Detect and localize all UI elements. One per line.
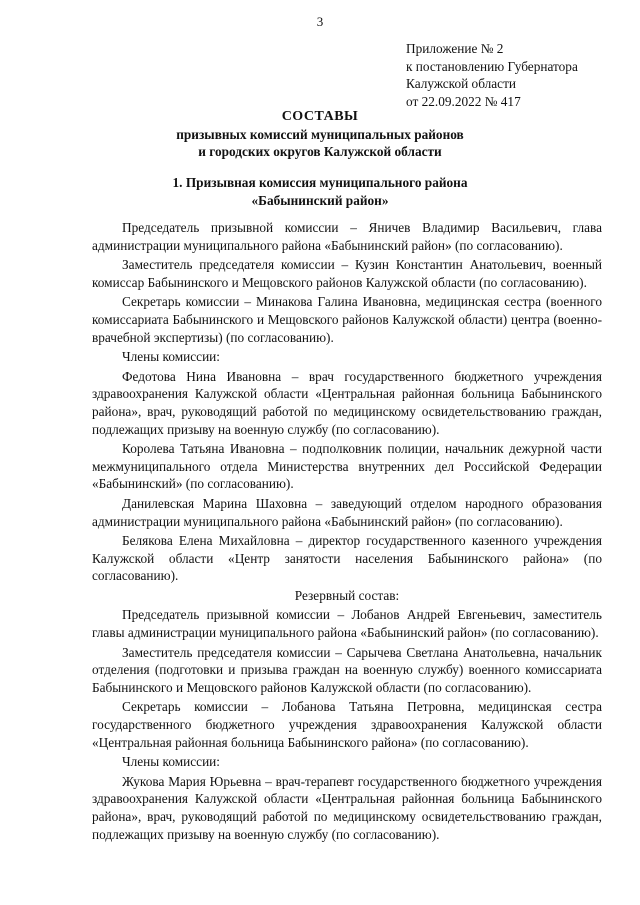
appendix-header [406,40,578,110]
section-line-2: «Бабынинский район» [251,192,389,208]
paragraph: Королева Татьяна Ивановна – подполковник полиции, начальник дежурной части межмуниципального отдела Министерства внутренних дел Российской Федерации «Бабынинский» (по согласованию). [92,441,602,492]
paragraph: Председатель призывной комиссии – Яничев Владимир Васильевич, глава администрации муниципального района «Бабынинский район» (по согласованию). [92,220,602,253]
title-line-2: призывных комиссий муниципальных районов [176,126,464,142]
paragraph: Члены комиссии: [122,349,220,365]
appendix-line-2: к постановлению Губернатора [406,58,578,74]
reserve-paragraph: Члены комиссии: [122,754,220,770]
section-heading [0,174,640,209]
appendix-line-1: Приложение № 2 [406,41,504,56]
reserve-heading: Резервный состав: [294,587,400,603]
paragraph: Секретарь комиссии – Минакова Галина Ивановна, медицинская сестра (военного комиссариата Бабынинского и Мещовского районов Калужской области) центра (военно-врачебной экспертизы) (по согласованию). [92,294,602,345]
paragraph: Заместитель председателя комиссии – Кузин Константин Анатольевич, военный комиссар Бабынинского и Мещовского районов Калужской области (по согласованию). [92,257,602,290]
title-line-3: и городских округов Калужской области [198,144,442,159]
reserve-paragraph: Заместитель председателя комиссии – Сарычева Светлана Анатольевна, начальник отделения (подготовки и призыва граждан на военную службу) военного комиссариата Бабынинского и Мещовского районов Калужской области (по согласованию). [92,644,602,695]
paragraph: Федотова Нина Ивановна – врач государственного бюджетного учреждения здравоохранения Калужской области «Центральная районная больница Бабынинского района», врач, руководящий работой по медицинскому освидетельствованию граждан, подлежащих призыву на военную службу (по согласованию). [92,368,602,437]
page-number: 3 [316,14,324,29]
reserve-paragraph: Секретарь комиссии – Лобанова Татьяна Петровна, медицинская сестра государственного бюджетного учреждения здравоохранения Калужской области «Центральная районная больница Бабынинского района» (по согласованию). [92,699,602,750]
section-line-1: 1. Призывная комиссия муниципального района [172,175,468,190]
title-line-1: СОСТАВЫ [281,109,359,124]
paragraph: Данилевская Марина Шаховна – заведующий отделом народного образования администрации муниципального района «Бабынинский район» (по согласованию). [92,495,602,529]
document-title [0,108,640,161]
reserve-paragraph: Жукова Мария Юрьевна – врач-терапевт государственного бюджетного учреждения здравоохранения Калужской области «Центральная районная больница Бабынинского района», врач, руководящий работой по медицинскому освидетельствованию граждан, подлежащих призыву на военную службу (по согласованию). [92,773,602,842]
document-body [92,219,602,845]
appendix-line-4: от 22.09.2022 № 417 [406,93,521,109]
paragraph: Белякова Елена Михайловна – директор государственного казенного учреждения Калужской области «Центр занятости населения Бабынинского района» (по согласованию). [92,533,602,584]
reserve-paragraph: Председатель призывной комиссии – Лобанов Андрей Евгеньевич, заместитель главы администрации муниципального района «Бабынинский район» (по согласованию). [92,607,602,641]
appendix-line-3: Калужской области [406,76,516,91]
